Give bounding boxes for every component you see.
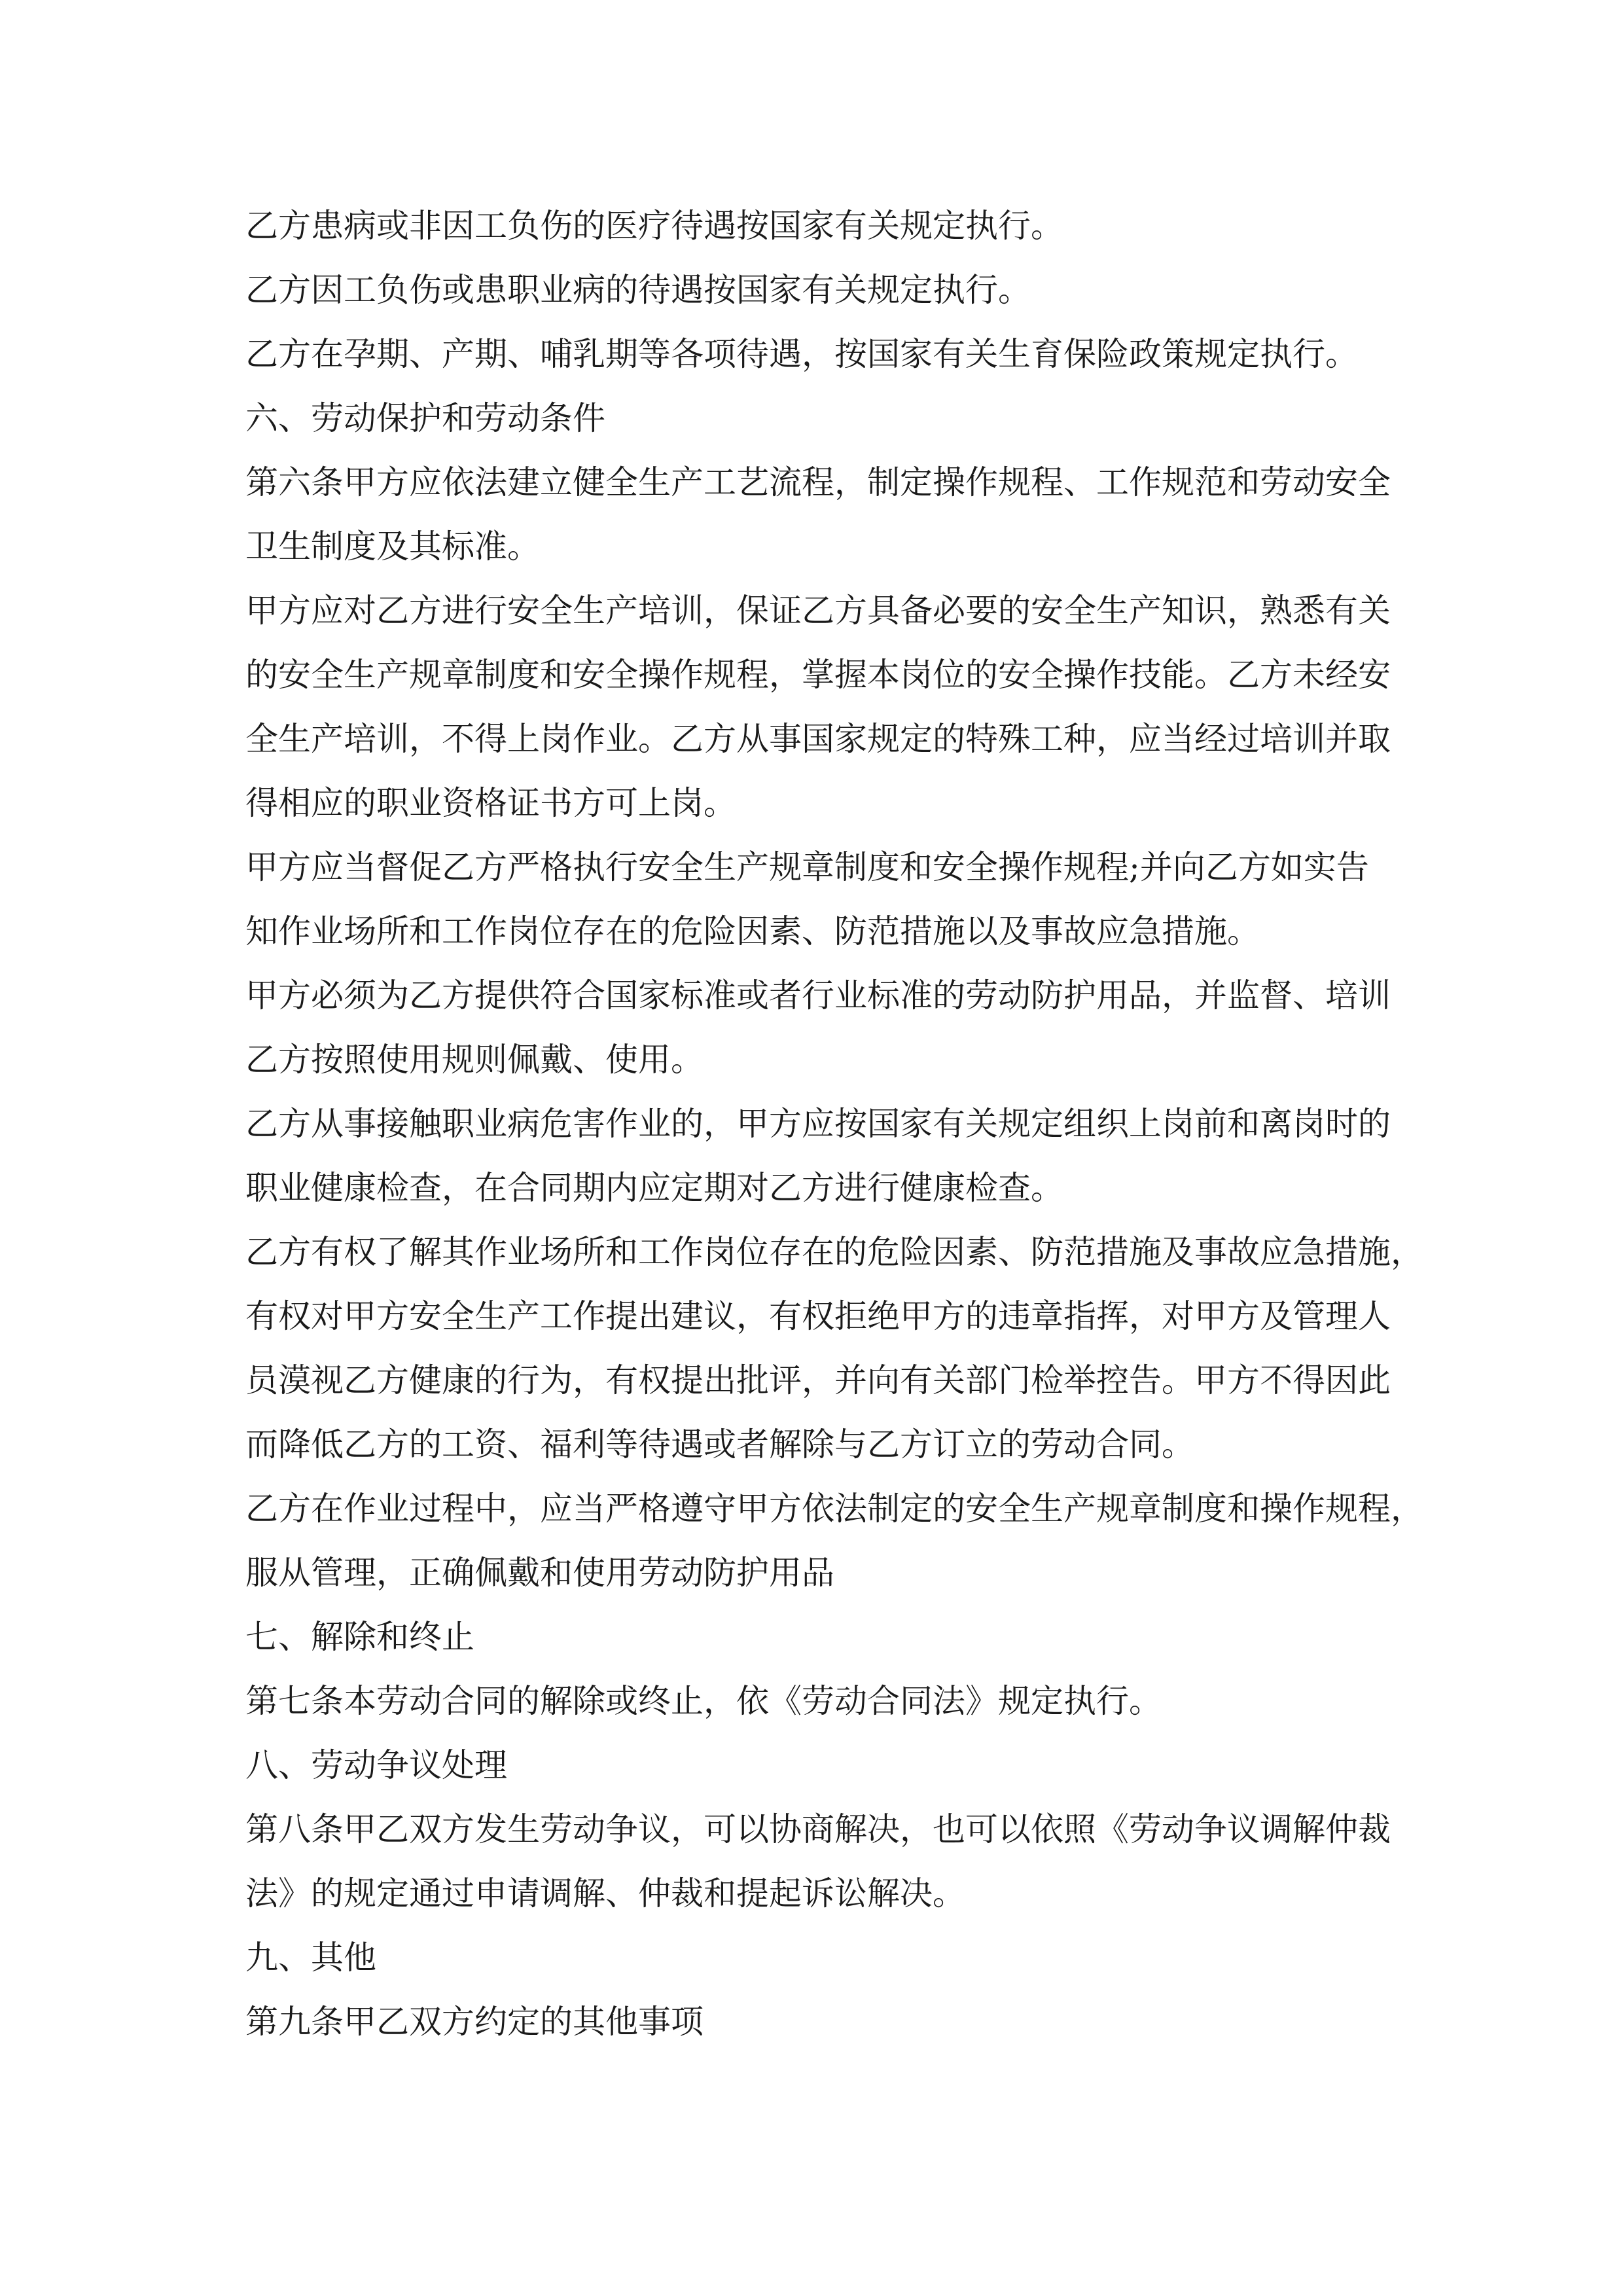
section-heading: 八、劳动争议处理 [245, 1746, 507, 1784]
text-line: 乙方从事接触职业病危害作业的，甲方应按国家有关规定组织上岗前和离岗时的 [245, 1105, 1391, 1143]
text-line: 乙方有权了解其作业场所和工作岗位存在的危险因素、防范措施及事故应急措施， [245, 1233, 1423, 1271]
text-line: 卫生制度及其标准。 [245, 528, 540, 565]
text-line: 的安全生产规章制度和安全操作规程，掌握本岗位的安全操作技能。乙方未经安 [245, 656, 1391, 694]
text-line: 乙方因工负伤或患职业病的待遇按国家有关规定执行。 [245, 271, 1031, 309]
text-line: 第八条甲乙双方发生劳动争议，可以协商解决，也可以依照《劳动争议调解仲裁 [245, 1810, 1391, 1848]
text-line: 服从管理，正确佩戴和使用劳动防护用品 [245, 1554, 834, 1592]
text-line: 乙方在作业过程中，应当严格遵守甲方依法制定的安全生产规章制度和操作规程， [245, 1490, 1423, 1528]
text-line: 第九条甲乙双方约定的其他事项 [245, 2003, 704, 2041]
text-line: 乙方患病或非因工负伤的医疗待遇按国家有关规定执行。 [245, 207, 1063, 245]
text-line: 法》的规定通过申请调解、仲裁和提起诉讼解决。 [245, 1874, 965, 1912]
text-line: 而降低乙方的工资、福利等待遇或者解除与乙方订立的劳动合同。 [245, 1426, 1194, 1463]
text-line: 乙方按照使用规则佩戴、使用。 [245, 1041, 704, 1079]
text-line: 第七条本劳动合同的解除或终止，依《劳动合同法》规定执行。 [245, 1682, 1162, 1720]
text-line: 甲方应当督促乙方严格执行安全生产规章制度和安全操作规程;并向乙方如实告 [245, 848, 1369, 886]
text-line: 有权对甲方安全生产工作提出建议，有权拒绝甲方的违章指挥，对甲方及管理人 [245, 1297, 1391, 1335]
text-line: 全生产培训，不得上岗作业。乙方从事国家规定的特殊工种，应当经过培训并取 [245, 720, 1391, 758]
text-line: 知作业场所和工作岗位存在的危险因素、防范措施以及事故应急措施。 [245, 912, 1260, 950]
text-line: 甲方应对乙方进行安全生产培训，保证乙方具备必要的安全生产知识，熟悉有关 [245, 592, 1391, 630]
section-heading: 六、劳动保护和劳动条件 [245, 399, 605, 437]
text-line: 第六条甲方应依法建立健全生产工艺流程，制定操作规程、工作规范和劳动安全 [245, 463, 1391, 501]
section-heading: 九、其他 [245, 1939, 376, 1977]
document-body [245, 194, 1423, 2054]
text-line: 甲方必须为乙方提供符合国家标准或者行业标准的劳动防护用品，并监督、培训 [245, 977, 1391, 1014]
text-line: 乙方在孕期、产期、哺乳期等各项待遇，按国家有关生育保险政策规定执行。 [245, 335, 1358, 373]
text-line: 员漠视乙方健康的行为，有权提出批评，并向有关部门检举控告。甲方不得因此 [245, 1361, 1391, 1399]
section-heading: 七、解除和终止 [245, 1618, 474, 1656]
text-line: 职业健康检查，在合同期内应定期对乙方进行健康检查。 [245, 1169, 1063, 1207]
text-line: 得相应的职业资格证书方可上岗。 [245, 784, 736, 822]
